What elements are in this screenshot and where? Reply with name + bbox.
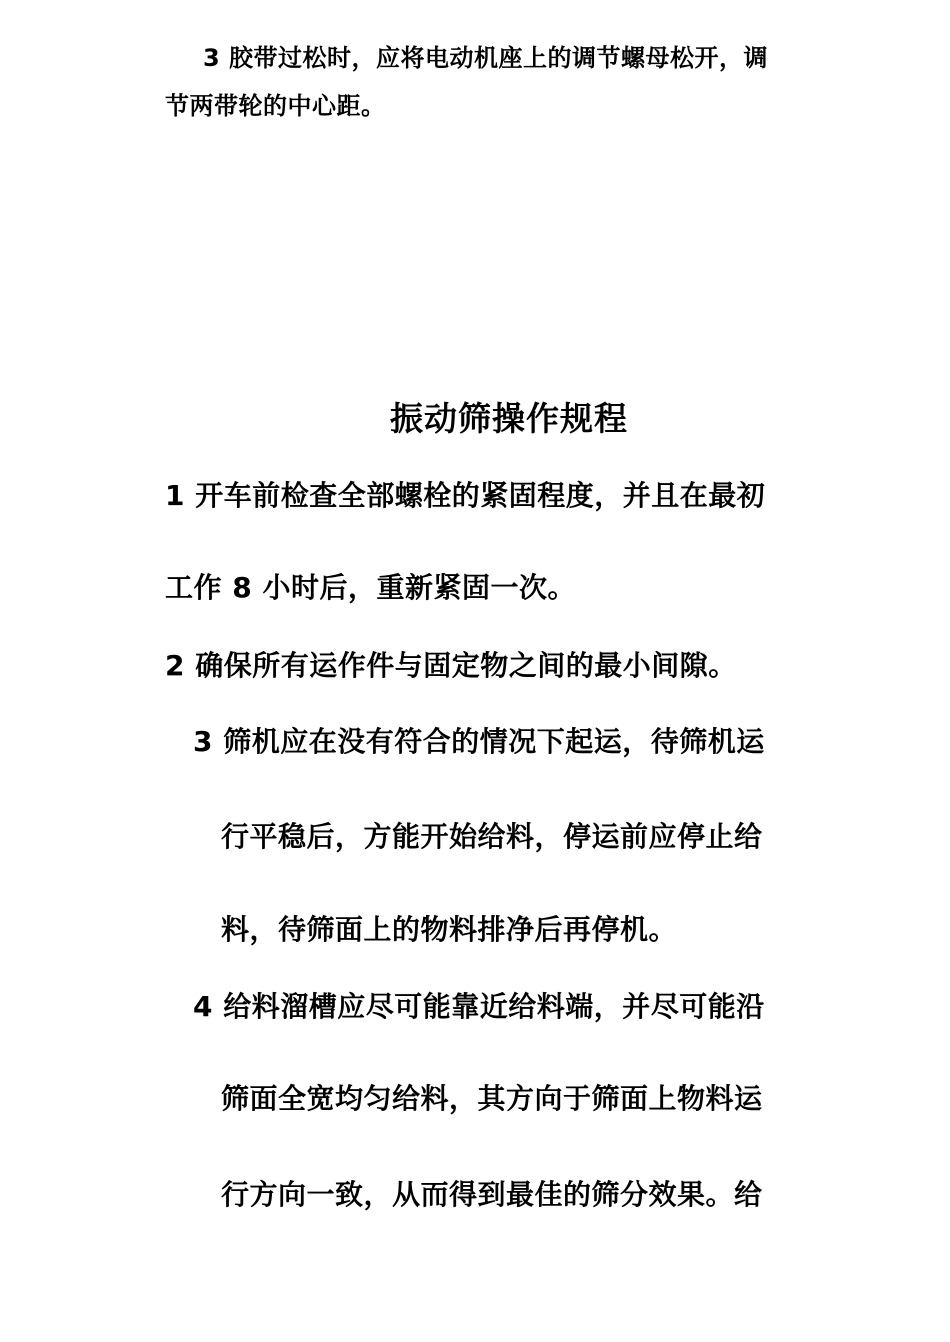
item-2-line-1: 2 确保所有运作件与固定物之间的最小间隙。 — [165, 649, 737, 682]
item-4-line-1: 4 给料溜槽应尽可能靠近给料端，并尽可能沿 — [193, 990, 765, 1023]
item-3-line-1: 3 筛机应在没有符合的情况下起运，待筛机运 — [193, 725, 765, 758]
item-1-line-1: 1 开车前检查全部螺栓的紧固程度，并且在最初 — [165, 479, 766, 512]
item-1-line-2: 工作 8 小时后，重新紧固一次。 — [165, 571, 576, 604]
item-4-line-3: 行方向一致，从而得到最佳的筛分效果。给 — [221, 1178, 763, 1211]
item-3-line-3: 料，待筛面上的物料排净后再停机。 — [221, 913, 678, 946]
item-3-line-2: 行平稳后，方能开始给料，停运前应停止给 — [221, 820, 763, 853]
item-4-line-2: 筛面全宽均匀给料，其方向于筛面上物料运 — [221, 1082, 763, 1115]
intro-line-1: 3 胶带过松时，应将电动机座上的调节螺母松开，调 — [203, 44, 769, 72]
intro-line-2: 节两带轮的中心距。 — [165, 92, 386, 120]
document-title: 振动筛操作规程 — [390, 399, 628, 438]
